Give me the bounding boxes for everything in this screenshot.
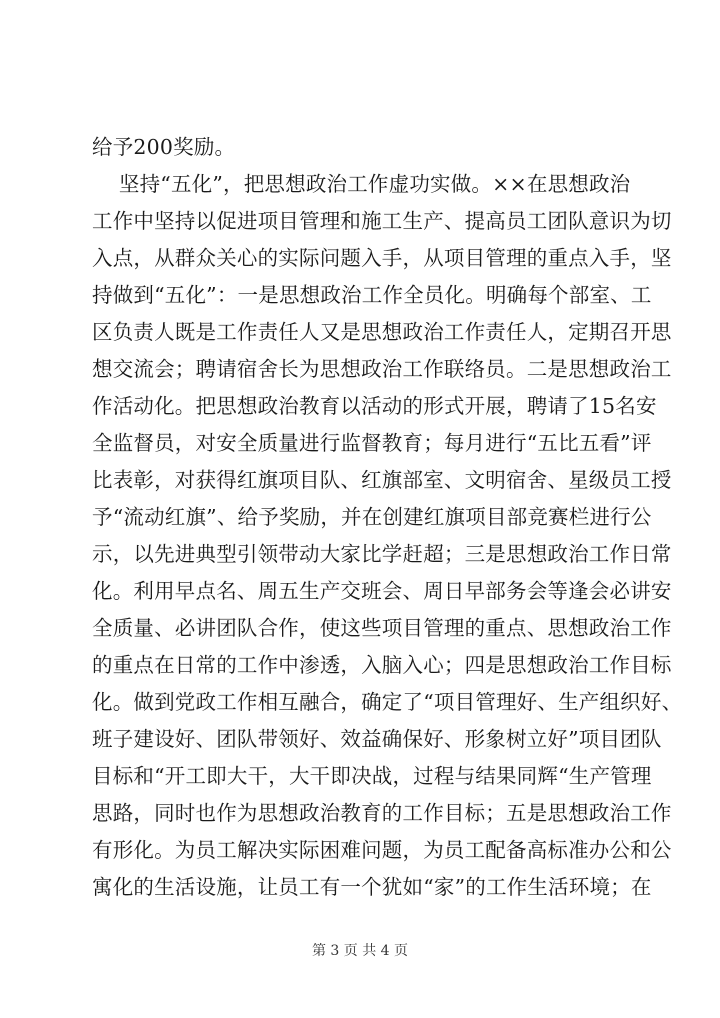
text-line-18: 目标和“开工即大干，大干即决战，过程与结果同辉“生产管理 [92, 764, 652, 788]
text-line-13: 化。利用早点名、周五生产交班会、周日早部务会等逢会必讲安 [92, 579, 672, 603]
text-line-11: 予“流动红旗”、给予奖励，并在创建红旗项目部竞赛栏进行公 [92, 505, 652, 529]
text-line-3: 工作中坚持以促进项目管理和施工生产、提高员工团队意识为切 [92, 209, 672, 233]
text-line-20: 有形化。为员工解决实际困难问题，为员工配备高标准办公和公 [92, 838, 672, 862]
text-line-5: 持做到“五化”：一是思想政治工作全员化。明确每个部室、工 [92, 283, 652, 307]
text-line-9: 全监督员，对安全质量进行监督教育；每月进行“五比五看”评 [92, 431, 652, 455]
text-line-16: 化。做到党政工作相互融合，确定了“项目管理好、生产组织好、 [92, 690, 683, 714]
text-line-4: 入点，从群众关心的实际问题入手，从项目管理的重点入手，坚 [92, 246, 672, 270]
text-line-19: 思路，同时也作为思想政治教育的工作目标；五是思想政治工作 [92, 801, 672, 825]
text-line-8: 作活动化。把思想政治教育以活动的形式开展，聘请了15名安 [92, 394, 657, 418]
text-line-6: 区负责人既是工作责任人又是思想政治工作责任人，定期召开思 [92, 320, 672, 344]
text-line-2: 坚持“五化”，把思想政治工作虚功实做。××在思想政治 [92, 172, 631, 196]
text-line-10: 比表彰，对获得红旗项目队、红旗部室、文明宿舍、星级员工授 [92, 468, 672, 492]
text-line-17: 班子建设好、团队带领好、效益确保好、形象树立好”项目团队 [92, 727, 662, 751]
text-line-15: 的重点在日常的工作中渗透，入脑入心；四是思想政治工作目标 [92, 653, 672, 677]
text-line-21: 寓化的生活设施，让员工有一个犹如“家”的工作生活环境；在 [92, 875, 652, 899]
text-line-7: 想交流会；聘请宿舍长为思想政治工作联络员。二是思想政治工 [92, 357, 672, 381]
page-footer: 第 3 页 共 4 页 [311, 943, 409, 959]
text-line-1: 给予200奖励。 [92, 135, 236, 159]
text-line-14: 全质量、必讲团队合作，使这些项目管理的重点、思想政治工作 [92, 616, 672, 640]
text-line-12: 示，以先进典型引领带动大家比学赶超；三是思想政治工作日常 [92, 542, 672, 566]
